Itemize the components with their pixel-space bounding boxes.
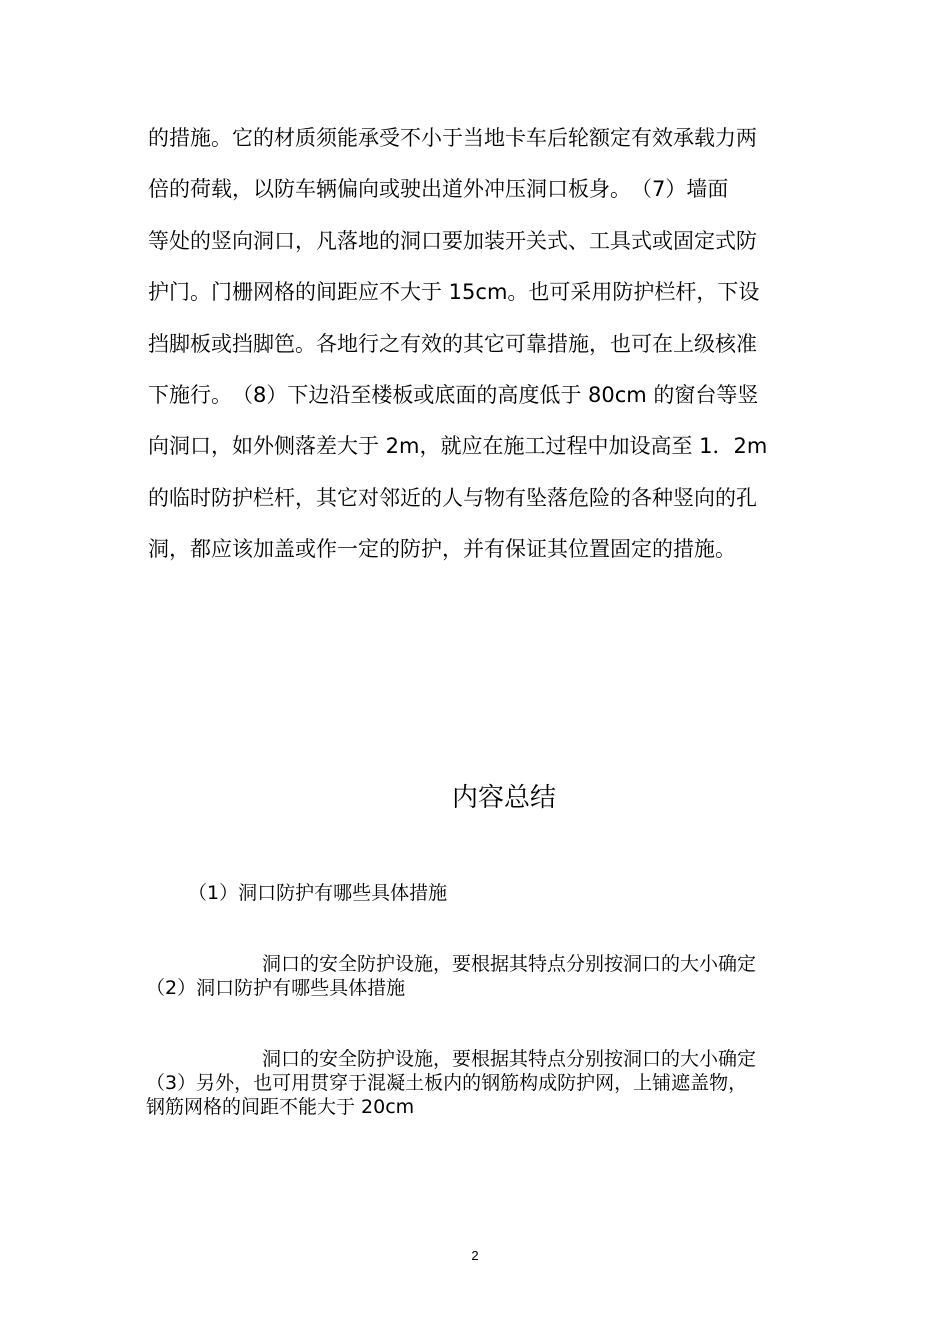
body-line-4: 护门。门栅网格的间距应不大于 15cm。也可采用防护栏杆，下设 <box>148 280 760 304</box>
body-line-8: 的临时防护栏杆，其它对邻近的人与物有坠落危险的各种竖向的孔 <box>148 486 757 510</box>
summary-title: 内容总结 <box>451 783 556 813</box>
body-line-7: 向洞口，如外侧落差大于 2m，就应在施工过程中加设高至 1．2m <box>148 434 768 458</box>
body-line-9: 洞，都应该加盖或作一定的防护，并有保证其位置固定的措施。 <box>148 537 736 561</box>
page-number: 2 <box>471 1248 479 1263</box>
summary-q3-line1: （3）另外，也可用贯穿于混凝土板内的钢筋构成防护网，上铺遮盖物， <box>146 1072 748 1094</box>
summary-a1: 洞口的安全防护设施，要根据其特点分别按洞口的大小确定 <box>262 953 757 975</box>
summary-q3-line2: 钢筋网格的间距不能大于 20cm <box>146 1096 415 1118</box>
summary-a2: 洞口的安全防护设施，要根据其特点分别按洞口的大小确定 <box>262 1048 757 1070</box>
body-line-1: 的措施。它的材质须能承受不小于当地卡车后轮额定有效承载力两 <box>148 126 757 150</box>
body-line-6: 下施行。 （8）下边沿至楼板或底面的高度低于 80cm 的窗台等竖 <box>148 383 759 407</box>
body-line-5: 挡脚板或挡脚笆。各地行之有效的其它可靠措施，也可在上级核准 <box>148 332 757 356</box>
body-line-3: 等处的竖向洞口，凡落地的洞口要加装开关式、工具式或固定式防 <box>148 229 757 253</box>
summary-q2: （2）洞口防护有哪些具体措施 <box>146 977 406 999</box>
summary-q1: （1）洞口防护有哪些具体措施 <box>188 882 448 904</box>
body-line-2: 倍的荷载，以防车辆偏向或驶出道外冲压洞口板身。 （7）墙面 <box>148 177 729 201</box>
